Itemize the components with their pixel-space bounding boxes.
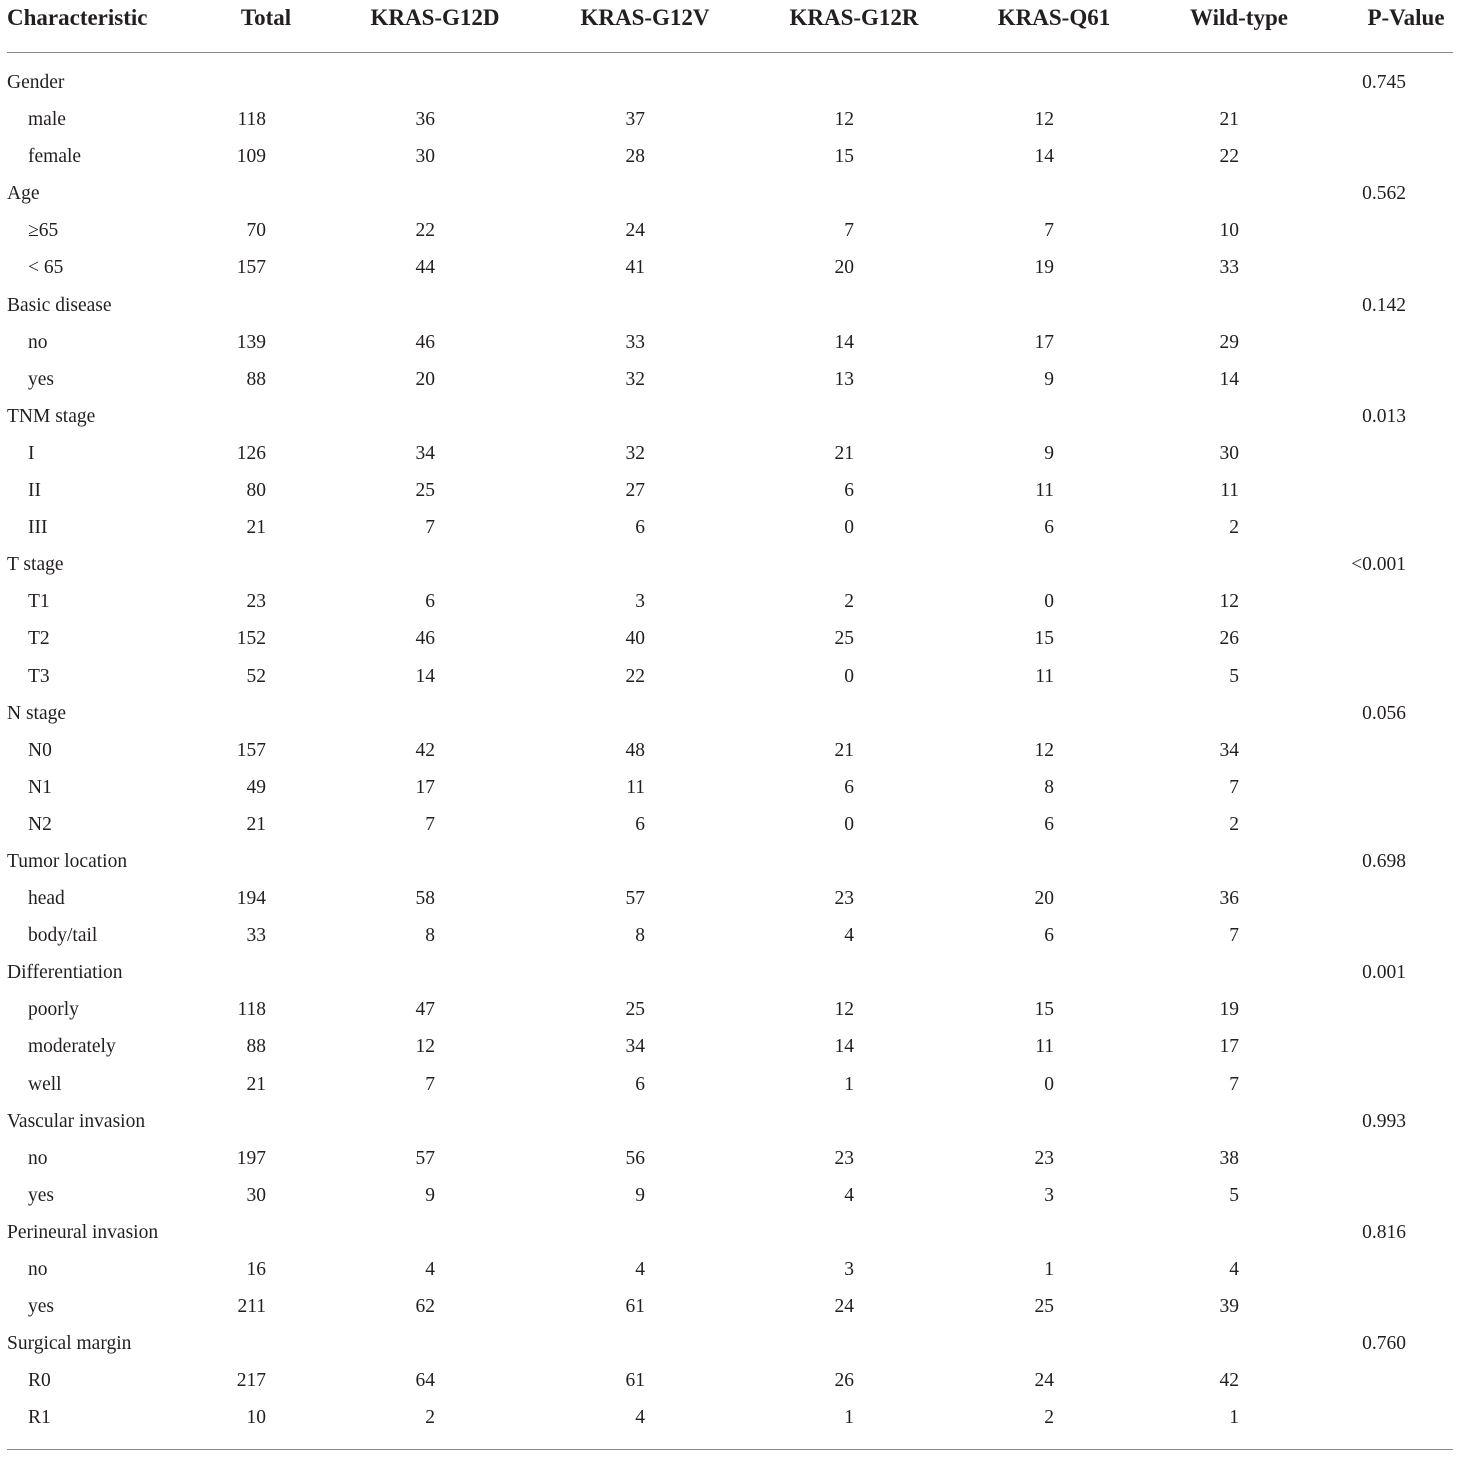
table-row: N1 49 17 11 6 8 7	[28, 776, 1239, 798]
row-label: ≥65	[28, 220, 59, 242]
row-label: Perineural invasion	[7, 1221, 159, 1243]
row-label: female	[28, 146, 82, 168]
table-row: yes 88 20 32 13 9 14	[28, 368, 1239, 390]
row-label: yes	[28, 1296, 54, 1318]
table-body	[7, 65, 1453, 1437]
row-label: Surgical margin	[7, 1333, 132, 1355]
row-label: Tumor location	[7, 850, 128, 872]
table-group-row: Basic disease 0.142	[7, 294, 1406, 316]
table-row: R1 10 2 4 1 2 1	[28, 1407, 1239, 1429]
row-label: yes	[28, 368, 54, 390]
row-label: < 65	[28, 257, 64, 279]
table-row: < 65 157 44 41 20 19 33	[28, 257, 1239, 279]
row-label: T3	[28, 665, 50, 687]
row-label: Basic disease	[7, 294, 112, 316]
table-row: poorly 118 47 25 12 15 19	[28, 999, 1239, 1021]
table-group-row: Differentiation 0.001	[7, 962, 1406, 984]
row-label: no	[28, 331, 48, 353]
table-row: II 80 25 27 6 11 11	[28, 480, 1239, 502]
table-row: III 21 7 6 0 6 2	[28, 517, 1239, 539]
row-label: N stage	[7, 702, 67, 724]
table-row: N0 157 42 48 21 12 34	[28, 739, 1239, 761]
table-header	[7, 0, 1453, 38]
row-label: head	[28, 888, 65, 910]
header-total: Total	[240, 5, 292, 30]
table-group-row: Surgical margin 0.760	[7, 1333, 1406, 1355]
header-kras-g12v: KRAS-G12V	[580, 5, 710, 30]
header-kras-q61: KRAS-Q61	[997, 5, 1111, 30]
row-label: male	[28, 109, 66, 131]
row-label: I	[28, 442, 35, 464]
row-label: N0	[28, 739, 52, 761]
row-label: TNM stage	[7, 405, 96, 427]
table-group-row: Age 0.562	[7, 183, 1406, 205]
row-label: Age	[7, 183, 40, 205]
table-row: N2 21 7 6 0 6 2	[28, 813, 1239, 835]
table-group-row: Tumor location 0.698	[7, 850, 1406, 872]
row-label: well	[28, 1073, 62, 1095]
table-row: I 126 34 32 21 9 30	[28, 442, 1239, 464]
table-group-row: Vascular invasion 0.993	[7, 1110, 1406, 1132]
table-group-row: Gender 0.745	[7, 72, 1406, 93]
table-row: no 16 4 4 3 1 4	[28, 1259, 1239, 1280]
table-row: T3 52 14 22 0 11 5	[28, 665, 1239, 687]
table-row: T1 23 6 3 2 0 12	[28, 591, 1239, 613]
table-row: well 21 7 6 1 0 7	[28, 1073, 1239, 1095]
row-label: T stage	[7, 554, 64, 576]
table-row: no 197 57 56 23 23 38	[28, 1147, 1239, 1169]
row-label: moderately	[28, 1036, 116, 1058]
row-label: T1	[28, 591, 50, 613]
row-label: N1	[28, 776, 52, 798]
header-p-value: P-Value	[1367, 5, 1445, 30]
row-label: no	[28, 1259, 48, 1280]
header-characteristic: Characteristic	[7, 5, 148, 30]
row-label: body/tail	[28, 925, 98, 947]
table-row: T2 152 46 40 25 15 26	[28, 628, 1239, 650]
row-label: Vascular invasion	[7, 1110, 146, 1132]
table-row: no 139 46 33 14 17 29	[28, 331, 1239, 353]
row-label: Gender	[7, 72, 65, 93]
table-row: moderately 88 12 34 14 11 17	[28, 1036, 1239, 1058]
row-label: R0	[28, 1370, 51, 1392]
table-row: head 194 58 57 23 20 36	[28, 888, 1239, 910]
table-group-row: TNM stage 0.013	[7, 405, 1406, 427]
header-rule	[7, 52, 1453, 53]
header-kras-g12d: KRAS-G12D	[370, 5, 500, 30]
row-label: T2	[28, 628, 50, 650]
table-row: female 109 30 28 15 14 22	[28, 146, 1239, 168]
header-kras-g12r: KRAS-G12R	[789, 5, 919, 30]
table-row: male 118 36 37 12 12 21	[28, 109, 1239, 131]
table-row: body/tail 33 8 8 4 6 7	[28, 925, 1239, 947]
header-wild-type: Wild-type	[1190, 5, 1288, 30]
row-label: R1	[28, 1407, 51, 1429]
table-row: yes 211 62 61 24 25 39	[28, 1296, 1239, 1318]
table-group-row: T stage <0.001	[7, 554, 1406, 576]
bottom-rule	[7, 1449, 1453, 1450]
row-label: N2	[28, 813, 52, 835]
table-row: R0 217 64 61 26 24 42	[28, 1370, 1239, 1392]
table-row: ≥65 70 22 24 7 7 10	[28, 220, 1239, 242]
table-group-row: Perineural invasion 0.816	[7, 1221, 1406, 1243]
row-label: yes	[28, 1184, 54, 1206]
row-label: no	[28, 1147, 48, 1169]
row-label: III	[28, 517, 48, 539]
row-label: poorly	[28, 999, 79, 1021]
table-row: yes 30 9 9 4 3 5	[28, 1184, 1239, 1206]
row-label: Differentiation	[7, 962, 123, 984]
table-group-row: N stage 0.056	[7, 702, 1406, 724]
row-label: II	[28, 480, 41, 502]
